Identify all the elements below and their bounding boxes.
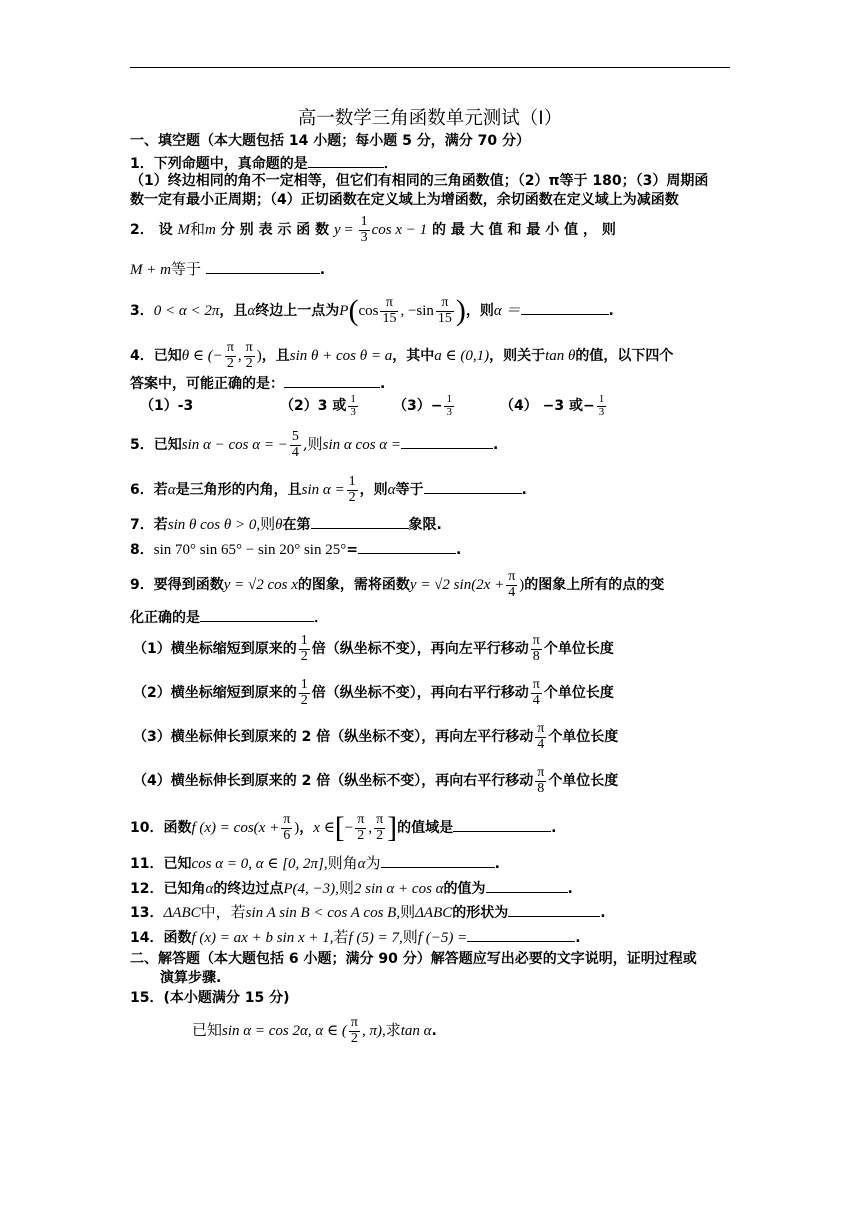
- question-9: 9．要得到函数y = √2 cos x的图象，需将函数y = √2 sin(2x + $\frac{\pi}{4}$ )的图象上所有的点的变: [130, 569, 665, 600]
- section-1-heading: 一、填空题（本大题包括 14 小题；每小题 5 分，满分 70 分）: [130, 133, 530, 149]
- section-2-heading: 二、解答题（本大题包括 6 小题；满分 90 分）解答题应写出必要的文字说明，证明过程或: [130, 951, 697, 967]
- q9-option-1: （1）横坐标缩短到原来的 $\frac{1}{2}$ 倍（纵坐标不变），再向左平行移动 $\frac{\pi}{8}$ 个单位长度: [133, 633, 614, 664]
- q4-option-4: （4） −3 或− $\frac{1}{3}$: [500, 393, 605, 418]
- q3-fraction-2: $\frac{\pi}{15}$: [437, 295, 452, 326]
- q14-answer-blank[interactable]: [467, 929, 575, 942]
- header-rule: [130, 67, 730, 68]
- q1-line-3: 数一定有最小正周期；（4）正切函数在定义域上为增函数，余切函数在定义域上为减函数: [130, 192, 679, 208]
- question-6: 6．若α是三角形的内角，且sin α = $\frac{1}{2}$ ，则α等于 .: [130, 474, 527, 505]
- question-15-heading: 15．(本小题满分 15 分): [130, 990, 290, 1006]
- q9-line-2: 化正确的是 ．: [130, 610, 328, 626]
- section-2-heading-cont: 演算步骤.: [160, 970, 222, 986]
- q6-answer-blank[interactable]: [424, 481, 522, 494]
- q13-answer-blank[interactable]: [508, 904, 600, 917]
- q4-option-2: （2）3 或 $\frac{1}{3}$: [280, 393, 356, 418]
- question-4: 4．已知θ ∈ (− $\frac{\pi}{2}$ , $\frac{\pi}{2}$ )，且sin θ + cos θ = a，其中a ∈ (0,1)，则关于tan θ的值，以下四个: [130, 340, 674, 371]
- question-11: 11．已知cos α = 0, α ∈ [0, 2π],则角α为 .: [130, 854, 500, 872]
- q4-line-2: 答案中，可能正确的是： .: [130, 376, 386, 392]
- question-5: 5．已知sin α − cos α = − $\frac{5}{4}$ ,则sin α cos α = .: [130, 429, 499, 460]
- q2-answer-blank[interactable]: [206, 261, 320, 274]
- q9-answer-blank[interactable]: [200, 609, 314, 622]
- q4-option-3: （3）− $\frac{1}{3}$: [393, 393, 452, 418]
- question-15: 已知sin α = cos 2α, α ∈ ( $\frac{\pi}{2}$ , π),求tan α.: [192, 1015, 437, 1046]
- q2-fraction: $\frac{1}{3}$: [360, 214, 368, 245]
- q5-answer-blank[interactable]: [401, 436, 493, 449]
- q9-option-3: （3）横坐标伸长到原来的 2 倍（纵坐标不变），再向左平行移动 $\frac{\pi}{4}$ 个单位长度: [133, 721, 619, 752]
- question-7: 7．若sin θ cos θ > 0,则θ在第 象限.: [130, 515, 442, 533]
- page-title: 高一数学三角函数单元测试（Ⅰ）: [297, 108, 563, 129]
- q1-answer-blank[interactable]: [308, 155, 384, 168]
- question-13: 13．ΔABC中，若sin A sin B < cos A cos B,则ΔABC的形状为 .: [130, 903, 606, 921]
- q3-answer-blank[interactable]: [521, 302, 609, 315]
- q1-stem: 1．下列命题中，真命题的是: [130, 156, 308, 172]
- q10-answer-blank[interactable]: [453, 819, 551, 832]
- q8-answer-blank[interactable]: [358, 541, 456, 554]
- q1-line-2: （1）终边相同的角不一定相等，但它们有相同的三角函数值；（2）π等于 180；（3）周期函: [130, 173, 709, 189]
- q11-answer-blank[interactable]: [381, 855, 495, 868]
- question-8: 8．sin 70° sin 65° − sin 20° sin 25°= .: [130, 542, 462, 558]
- q7-answer-blank[interactable]: [311, 516, 409, 529]
- question-2: 2． 设 M和m 分 别 表 示 函 数 y = $\frac{1}{3}$ cos x − 1 的 最 大 值 和 最 小 值 ， 则: [130, 214, 616, 245]
- q3-fraction-1: $\frac{\pi}{15}$: [382, 295, 397, 326]
- q4-option-1: （1）-3: [140, 398, 194, 414]
- question-1: 1．下列命题中，真命题的是 ．: [130, 156, 398, 172]
- q4-answer-blank[interactable]: [284, 375, 380, 388]
- question-10: 10．函数f (x) = cos(x + $\frac{\pi}{6}$ )，x ∈[− $\frac{\pi}{2}$ , $\frac{\pi}{2}$ ]的值域是 .: [130, 811, 557, 845]
- q2-line-2: M + m等于 .: [130, 260, 326, 278]
- question-14: 14．函数f (x) = ax + b sin x + 1,若f (5) = 7,则f (−5) = .: [130, 928, 581, 946]
- question-12: 12．已知角α的终边过点P(4, −3),则2 sin α + cos α的值为 .: [130, 879, 573, 897]
- q9-option-2: （2）横坐标缩短到原来的 $\frac{1}{2}$ 倍（纵坐标不变），再向右平行移动 $\frac{\pi}{4}$ 个单位长度: [133, 677, 614, 708]
- q12-answer-blank[interactable]: [486, 880, 568, 893]
- q9-option-4: （4）横坐标伸长到原来的 2 倍（纵坐标不变），再向右平行移动 $\frac{\pi}{8}$ 个单位长度: [133, 765, 619, 796]
- question-3: 3．0 < α < 2π，且α终边上一点为P(cos $\frac{\pi}{15}$ , −sin $\frac{\pi}{15}$ )，则α ＝ .: [130, 294, 614, 328]
